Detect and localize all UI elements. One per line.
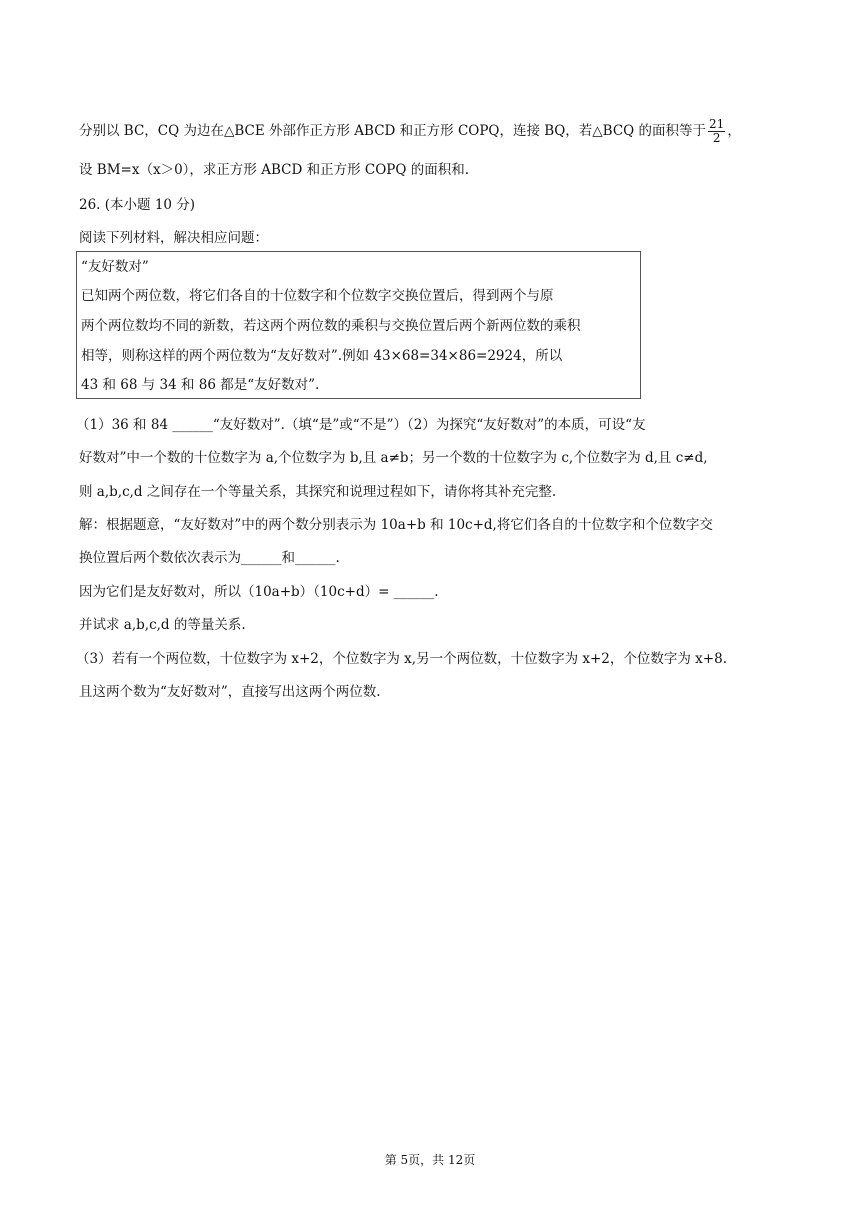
page-footer: 第 5页，共 12页 — [384, 1153, 476, 1167]
solution-line-2: 换位置后两个数依次表示为______和______. — [79, 550, 340, 566]
problem-25-line-1-text: 分别以 BC，CQ 为边在△BCE 外部作正方形 ABCD 和正方形 COPQ，连接 BQ，若△BCQ 的面积等于 — [79, 123, 707, 139]
problem-25-line-1 — [79, 118, 741, 145]
problem-25-line-1-end: ， — [727, 123, 741, 139]
material-box — [76, 251, 641, 399]
question-3-line-1: （3）若有一个两位数，十位数字为 x+2，个位数字为 x,另一个两位数，十位数字为 x+2，个位数字为 x+8. — [76, 651, 727, 667]
fraction-numerator: 21 — [709, 117, 725, 131]
problem-25-line-2: 设 BM=x（x＞0），求正方形 ABCD 和正方形 COPQ 的面积和. — [79, 162, 469, 178]
question-2-setup: 好数对”中一个数的十位数字为 a,个位数字为 b,且 a≠b；另一个数的十位数字为 c,个位数字为 d,且 c≠d, — [79, 450, 708, 466]
material-line: 43 和 68 与 34 和 86 都是“友好数对”. — [81, 377, 320, 393]
question-2-relation: 则 a,b,c,d 之间存在一个等量关系，其探究和说理过程如下，请你将其补充完整. — [79, 484, 557, 500]
solution-line-1: 解：根据题意，“友好数对”中的两个数分别表示为 10a+b 和 10c+d,将它们各自的十位数字和个位数字交 — [79, 517, 713, 533]
solution-line-4: 并试求 a,b,c,d 的等量关系. — [79, 617, 246, 633]
question-3-line-2: 且这两个数为“友好数对”，直接写出这两个两位数. — [79, 684, 381, 700]
material-line: 相等，则称这样的两个两位数为“友好数对”.例如 43×68=34×86=2924，所以 — [81, 348, 563, 364]
material-line: 两个两位数均不同的新数，若这两个两位数的乘积与交换位置后两个新两位数的乘积 — [81, 318, 581, 334]
problem-26-instruction: 阅读下列材料，解决相应问题： — [79, 230, 268, 246]
material-line: 已知两个两位数，将它们各自的十位数字和个位数字交换位置后，得到两个与原 — [81, 288, 554, 304]
question-1-and-2-intro: （1）36 和 84 ______“友好数对”.（填“是”或“不是”）（2）为探究“友好数对”的本质，可设“友 — [76, 417, 646, 433]
fraction-denominator: 2 — [712, 131, 721, 145]
problem-26-heading: 26. (本小题 10 分) — [79, 197, 196, 213]
fraction-21-over-2 — [708, 118, 725, 145]
material-title: “友好数对” — [81, 259, 149, 275]
solution-line-3: 因为它们是友好数对，所以（10a+b）（10c+d）= ______. — [79, 584, 439, 600]
